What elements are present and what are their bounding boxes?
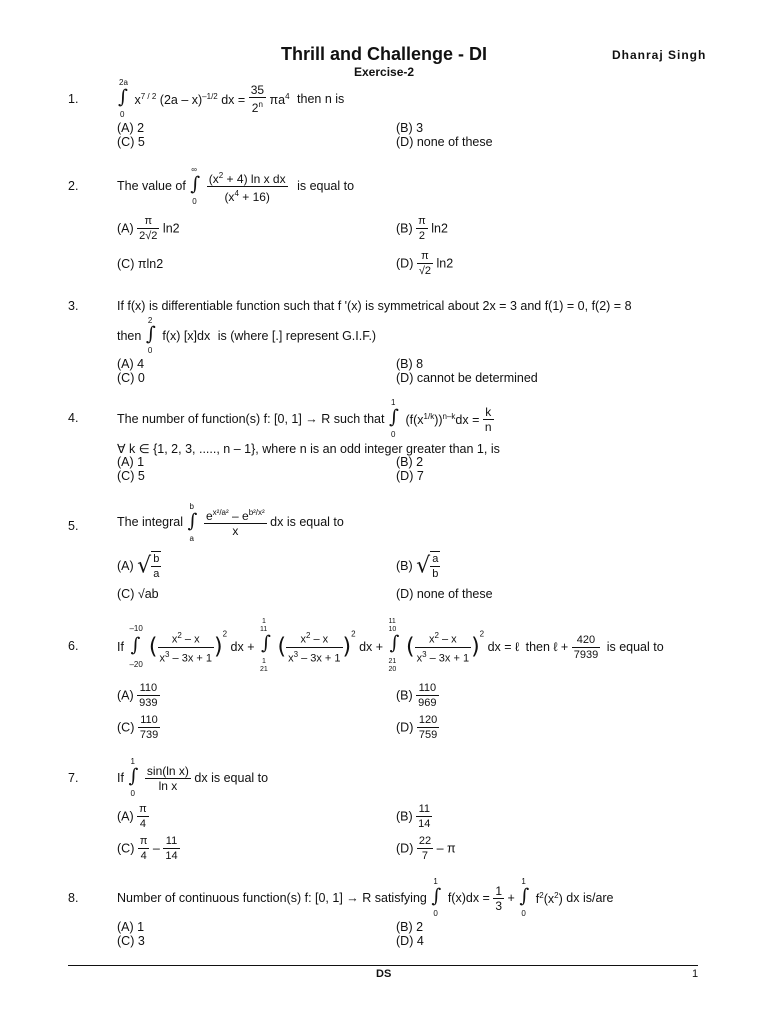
- q2-option-b: (B) $\frac{\pi}{2}$ ln2: [396, 215, 448, 242]
- q7-option-b: (B) $\frac{11}{14}$: [396, 803, 431, 830]
- q2-option-c: (C) πln2: [117, 257, 164, 271]
- question-3-line2: then 2 ∫ 0 f(x) [x]dx is (where [.] represent G.I.F.): [117, 316, 377, 355]
- question-7-formula: If 1 ∫ 0 $\frac{\text{sin(ln x)}}{\text{ln x}}$ dx is equal to: [117, 757, 269, 798]
- question-6-formula: If –10 ∫ –20 ( $\frac{x^2 - x}{x^3 - 3x + 1}$ )$^2$ dx + 1 11 ∫ 1 21 ( $\frac{x^2 - x}{x^3 - 3x + 1}$ )$^2$ dx + 11 10 ∫ 21 20 ( $\frac{x^2 - x}{x^3 - 3x + 1}$ )$^2$ dx = ℓ then ℓ + $\frac{420}{7939}$ is equal to: [117, 618, 664, 673]
- q8-option-c: (C) 3: [117, 934, 145, 948]
- q8-option-d: (D) 4: [396, 934, 424, 948]
- question-1-formula: 2a ∫ 0 $x^{7 / 2}$ (2a – x)$^{-1/2}$ dx = $\frac{35}{2^n}$ $\pi a^4$ then n is: [118, 78, 345, 119]
- question-8-formula: Number of continuous function(s) f: [0, 1] → R satisfying 1 ∫ 0 f(x)dx = $\frac{1}{3}$ + 1 ∫ 0 $f^2(x^2)$ dx is/are: [117, 877, 614, 918]
- q4-option-c: (C) 5: [117, 469, 145, 483]
- question-7-number: 7.: [68, 771, 79, 785]
- author-name: Dhanraj Singh: [612, 48, 707, 62]
- question-6-number: 6.: [68, 639, 79, 653]
- question-2-number: 2.: [68, 179, 79, 193]
- q7-option-d: (D) $\frac{22}{7}$ – π: [396, 835, 456, 862]
- q5-option-d: (D) none of these: [396, 587, 493, 601]
- question-8-number: 8.: [68, 891, 79, 905]
- q3-option-a: (A) 4: [117, 357, 145, 371]
- page-number: 1: [692, 968, 699, 980]
- question-4-formula: The number of function(s) f: [0, 1] → R such that 1 ∫ 0 $(f(x^{1/k}))^{n-k}dx$ = $\frac{k}{n}$: [117, 398, 492, 439]
- q6-option-b: (B) $\frac{110}{969}$: [396, 682, 437, 709]
- q3-option-d: (D) cannot be determined: [396, 371, 538, 385]
- q7-option-c: (C) $\frac{\pi}{4}$ – $\frac{11}{14}$: [117, 835, 178, 862]
- question-2-formula: The value of ∞ ∫ 0 $\frac{(x^2 + 4) \ln x dx}{(x^4 + 16)}$ is equal to: [117, 165, 355, 206]
- q5-option-a: (A) √ $\frac{b}{a}$: [117, 553, 160, 580]
- question-2-stem-after: is equal to: [297, 179, 355, 193]
- q4-option-b: (B) 2: [396, 455, 424, 469]
- q7-option-a: (A) $\frac{\pi}{4}$: [117, 803, 147, 830]
- q1-option-a: (A) 2: [117, 121, 145, 135]
- q8-option-b: (B) 2: [396, 920, 424, 934]
- question-3-number: 3.: [68, 299, 79, 313]
- footer-initials: DS: [376, 968, 392, 980]
- page-title: Thrill and Challenge - DI: [281, 44, 488, 64]
- q6-option-a: (A) $\frac{110}{939}$: [117, 682, 158, 709]
- question-5-number: 5.: [68, 519, 79, 533]
- q2-option-a: (A) $\frac{\pi}{2√2}$ ln2: [117, 215, 180, 242]
- q1-option-d: (D) none of these: [396, 135, 493, 149]
- question-3-line1: If f(x) is differentiable function such that f '(x) is symmetrical about 2x = 3 and f(1) = 0, f(2) = 8: [117, 299, 632, 313]
- q8-option-a: (A) 1: [117, 920, 145, 934]
- q2-option-d: (D) $\frac{\pi}{√2}$ ln2: [396, 250, 454, 277]
- q3-option-c: (C) 0: [117, 371, 145, 385]
- question-4-line2: ∀ k ∈ {1, 2, 3, ....., n – 1}, where n is an odd integer greater than 1, is: [117, 442, 500, 456]
- q1-option-c: (C) 5: [117, 135, 145, 149]
- q4-option-a: (A) 1: [117, 455, 145, 469]
- question-1-number: 1.: [68, 92, 79, 106]
- question-4-number: 4.: [68, 411, 79, 425]
- q5-option-c: (C) √ab: [117, 587, 159, 601]
- q5-option-b: (B) √ $\frac{a}{b}$: [396, 553, 439, 580]
- footer-divider: [68, 965, 698, 966]
- question-1-stem: then n is: [297, 92, 345, 106]
- question-5-formula: The integral b ∫ a $\frac{e^{x^2/a^2} - e^{b^2/x^2}}{x}$ dx is equal to: [117, 502, 344, 543]
- q4-option-d: (D) 7: [396, 469, 424, 483]
- q6-option-d: (D) $\frac{120}{759}$: [396, 714, 438, 741]
- q6-option-c: (C) $\frac{110}{739}$: [117, 714, 159, 741]
- exercise-label: Exercise-2: [354, 65, 415, 79]
- question-2-stem-before: The value of: [117, 179, 186, 193]
- q1-option-b: (B) 3: [396, 121, 424, 135]
- q3-option-b: (B) 8: [396, 357, 424, 371]
